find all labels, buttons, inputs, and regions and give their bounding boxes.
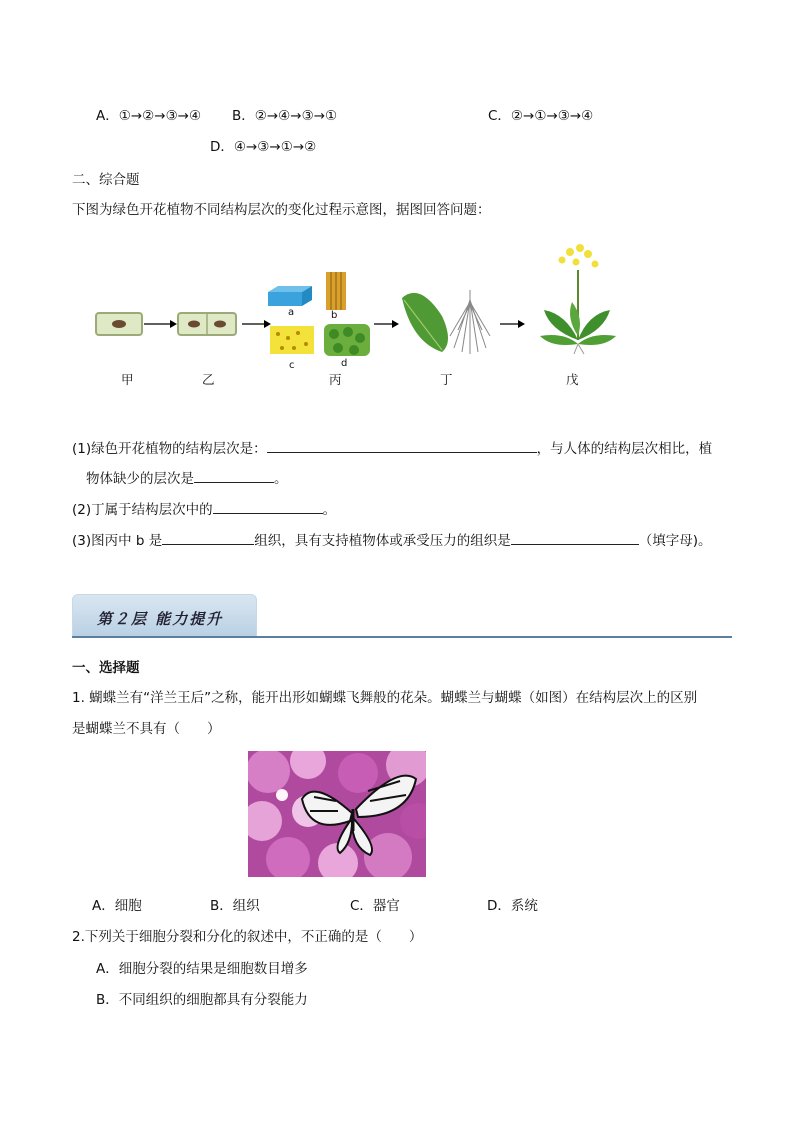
q3-blank-1[interactable] [162, 530, 254, 545]
tissue-a-image [268, 286, 312, 306]
mc2-stem: 2.下列关于细胞分裂和分化的叙述中，不正确的是（ ） [72, 929, 423, 945]
q3-blank-2[interactable] [511, 530, 639, 545]
q3-text-a: (3)图丙中 b 是 [72, 533, 163, 549]
prev-option-c: C．②→①→③→④ [488, 108, 594, 124]
question-1-line-1 [72, 437, 712, 457]
q1-text-b: ，与人体的结构层次相比，植 [536, 441, 713, 457]
section-intro: 下图为绿色开花植物不同结构层次的变化过程示意图，据图回答问题： [72, 202, 491, 218]
q2-blank[interactable] [213, 499, 323, 514]
cell-jia-image [96, 313, 142, 335]
mc1-option-b: B．组织 [210, 898, 260, 914]
mc1-option-c: C．器官 [350, 898, 400, 914]
tissue-letter-d: d [341, 358, 348, 369]
question-1-line-2 [86, 467, 288, 487]
whole-plant-image [540, 244, 616, 354]
mc2-option-a: A．细胞分裂的结果是细胞数目增多 [96, 961, 308, 977]
plant-structure-diagram [90, 240, 630, 365]
q3-text-c: （填字母)。 [638, 533, 712, 549]
question-3 [72, 529, 712, 549]
q3-text-b: 组织，具有支持植物体或承受压力的组织是 [254, 533, 511, 549]
tissue-d-image [324, 324, 370, 356]
q1-text-a: (1)绿色开花植物的结构层次是： [72, 441, 267, 457]
prev-option-d: D．④→③→①→② [210, 139, 317, 155]
q2-text-a: (2)丁属于结构层次中的 [72, 502, 213, 518]
tissue-c-image [270, 326, 314, 354]
stage-label-jia: 甲 [121, 372, 134, 387]
stage-label-ding: 丁 [440, 372, 453, 387]
q1-text-c: 物体缺少的层次是 [86, 471, 194, 487]
question-2 [72, 498, 336, 518]
tissue-b-image [326, 272, 346, 310]
stage-label-wu: 戊 [566, 372, 579, 387]
prev-option-b: B．②→④→③→① [232, 108, 338, 124]
banner-underline [72, 636, 732, 638]
section-heading: 二、综合题 [72, 172, 140, 188]
tissue-letter-a: a [288, 307, 295, 318]
orchid-butterfly-photo [248, 751, 426, 877]
stage-label-bing: 丙 [329, 372, 342, 387]
leaf-image [402, 293, 448, 352]
mc1-stem-line-2: 是蝴蝶兰不具有（ ） [72, 721, 221, 737]
tissue-letter-b: b [331, 310, 338, 321]
prev-option-a: A．①→②→③→④ [96, 108, 202, 124]
q1-blank-2[interactable] [194, 468, 274, 483]
mc1-stem-line-1: 1. 蝴蝶兰有“洋兰王后”之称，能开出形如蝴蝶飞舞般的花朵。蝴蝶兰与蝴蝶（如图）在结构层次上的区别 [72, 690, 698, 706]
choice-section-heading: 一、选择题 [72, 660, 140, 676]
mc1-option-a: A．细胞 [92, 898, 142, 914]
q2-text-end: 。 [322, 502, 337, 518]
layer-banner-title: 第２层 能力提升 [97, 610, 224, 628]
mc1-option-d: D．系统 [487, 898, 538, 914]
tissue-letter-c: c [289, 360, 295, 371]
stage-label-yi: 乙 [202, 372, 215, 387]
q1-blank-1[interactable] [267, 438, 537, 453]
q1-text-end: 。 [274, 471, 288, 487]
root-image [450, 290, 490, 354]
layer-banner [72, 594, 257, 638]
cell-yi-image [178, 313, 236, 335]
mc2-option-b: B．不同组织的细胞都具有分裂能力 [96, 992, 308, 1008]
